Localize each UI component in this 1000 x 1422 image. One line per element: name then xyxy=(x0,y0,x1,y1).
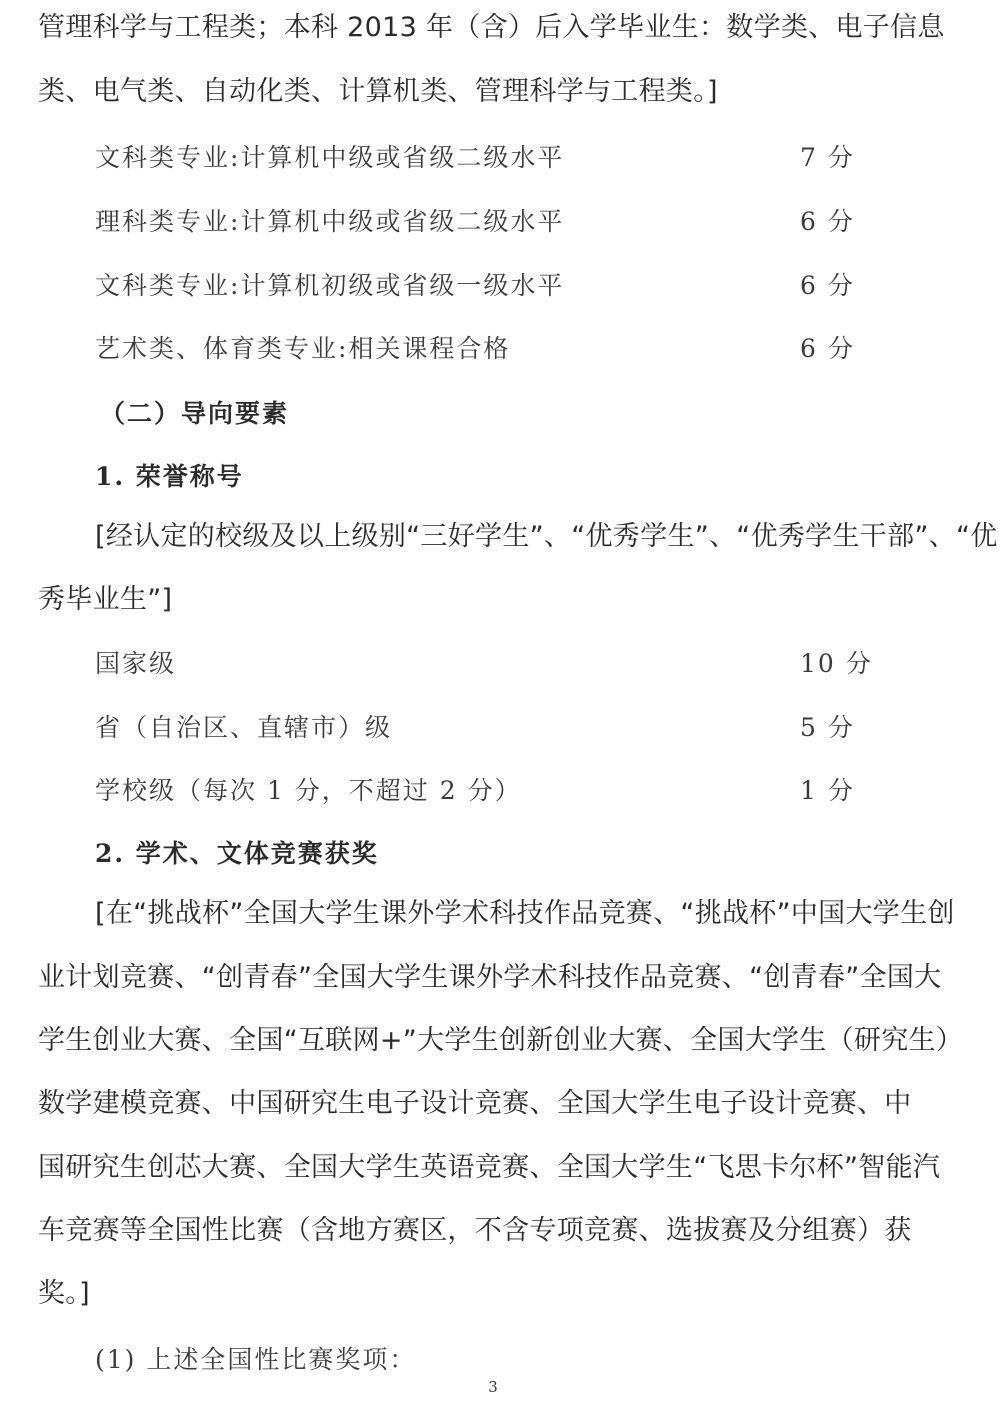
competition-title: 2. 学术、文体竞赛获奖 xyxy=(95,839,379,868)
competition-sub-item: (1) 上述全国性比赛奖项： xyxy=(95,1345,417,1374)
page-number: 3 xyxy=(488,1378,498,1396)
honor-item-score: 10 分 xyxy=(800,649,873,678)
section-heading: （二）导向要素 xyxy=(100,399,290,428)
competition-line: 国研究生创芯大赛、全国大学生英语竞赛、全国大学生“飞思卡尔杯”智能汽 xyxy=(38,1152,941,1183)
honor-desc-line-1: [经认定的校级及以上级别“三好学生”、“优秀学生”、“优秀学生干部”、“优 xyxy=(95,521,998,552)
computer-score-value: 6 分 xyxy=(800,271,855,300)
computer-score-label: 艺术类、体育类专业:相关课程合格 xyxy=(95,334,511,363)
honor-item-label: 国家级 xyxy=(95,649,177,678)
competition-line: 车竞赛等全国性比赛（含地方赛区，不含专项竞赛、选拔赛及分组赛）获 xyxy=(38,1215,912,1246)
honor-title: 1. 荣誉称号 xyxy=(95,462,244,491)
competition-line: 业计划竞赛、“创青春”全国大学生课外学术科技作品竞赛、“创青春”全国大 xyxy=(38,962,942,993)
competition-line: 数学建模竞赛、中国研究生电子设计竞赛、全国大学生电子设计竞赛、中 xyxy=(38,1088,912,1119)
honor-item-label: 学校级（每次 1 分，不超过 2 分） xyxy=(95,776,522,805)
honor-item-label: 省（自治区、直辖市）级 xyxy=(95,713,393,742)
intro-line-2: 类、电气类、自动化类、计算机类、管理科学与工程类。] xyxy=(38,76,718,107)
computer-score-value: 7 分 xyxy=(800,143,855,172)
computer-score-value: 6 分 xyxy=(800,207,855,236)
computer-score-value: 6 分 xyxy=(800,334,855,363)
computer-score-label: 文科类专业:计算机中级或省级二级水平 xyxy=(95,143,565,172)
competition-line: 学生创业大赛、全国“互联网+”大学生创新创业大赛、全国大学生（研究生） xyxy=(38,1025,964,1056)
computer-score-label: 文科类专业:计算机初级或省级一级水平 xyxy=(95,271,565,300)
honor-item-score: 5 分 xyxy=(800,713,855,742)
computer-score-label: 理科类专业:计算机中级或省级二级水平 xyxy=(95,207,565,236)
competition-line: [在“挑战杯”全国大学生课外学术科技作品竞赛、“挑战杯”中国大学生创 xyxy=(95,898,955,929)
honor-desc-line-2: 秀毕业生”] xyxy=(38,584,173,615)
honor-item-score: 1 分 xyxy=(800,776,855,805)
competition-line: 奖。] xyxy=(38,1278,90,1309)
intro-line-1: 管理科学与工程类；本科 2013 年（含）后入学毕业生：数学类、电子信息 xyxy=(38,12,945,43)
